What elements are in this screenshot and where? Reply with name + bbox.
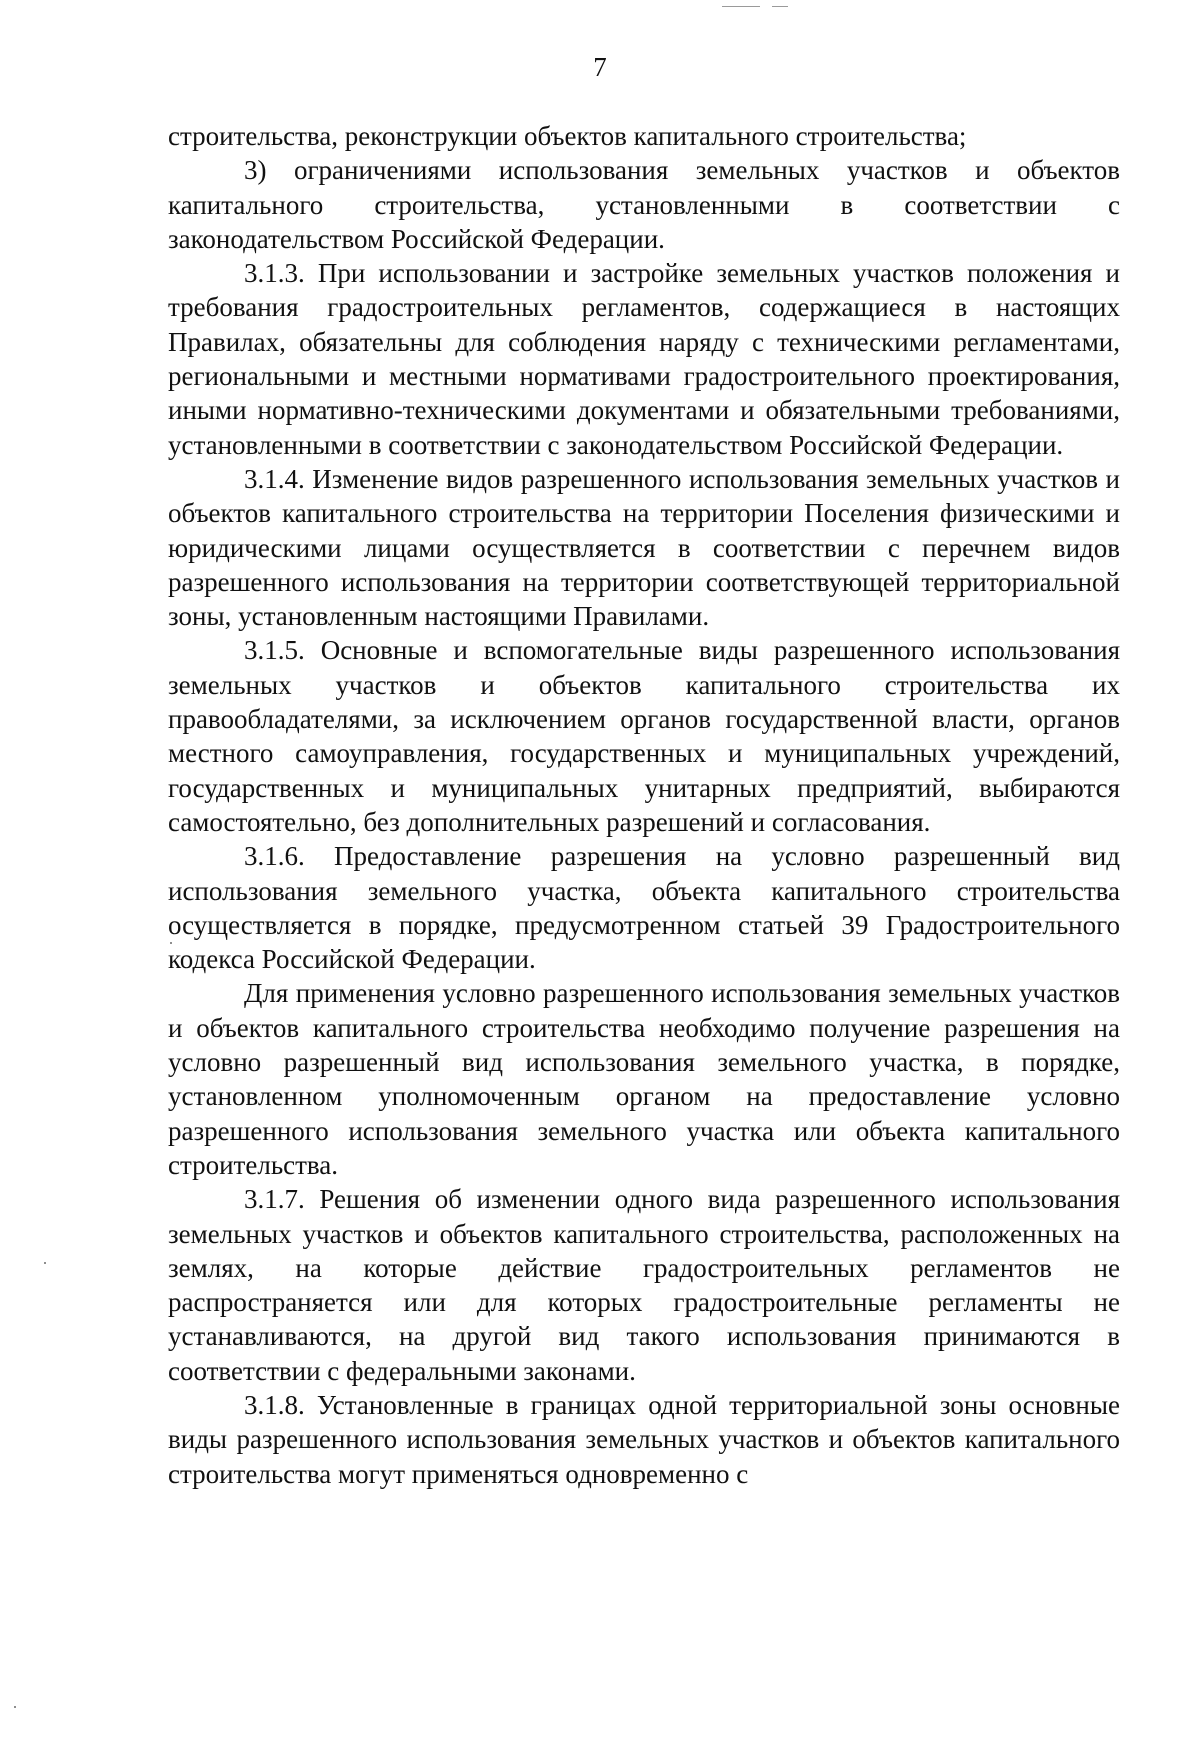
paragraph-3-1-3: 3.1.3. При использовании и застройке земельных участков положения и требования градостроительных регламентов, содержащиеся в настоящих Правилах, обязательны для соблюдения наряду с техническими регламентами, региональными и местными нормативами градостроительного проектирования, иными нормативно-техническими документами и обязательными требованиями, установленными в соответствии с законодательством Российской Федерации. — [168, 258, 1120, 460]
scan-artifact-dot-margin — [44, 1262, 46, 1264]
paragraph-conditional-use: Для применения условно разрешенного использования земельных участков и объектов капитального строительства необходимо получение разрешения на условно разрешенный вид использования земельного участка, в порядке, установленном уполномоченным органом на предоставление условно разрешенного использования земельного участка или объекта капитального строительства. — [168, 978, 1120, 1180]
paragraph-3-1-4: 3.1.4. Изменение видов разрешенного использования земельных участков и объектов капитального строительства на территории Поселения физическими и юридическими лицами осуществляется в соответствии с перечнем видов разрешенного использования на территории соответствующей территориальной зоны, установленным настоящими Правилами. — [168, 463, 1120, 632]
paragraph-item-3: 3) ограничениями использования земельных участков и объектов капитального строительства, установленными в соответствии с законодательством Российской Федерации. — [168, 155, 1120, 254]
paragraph-3-1-5: 3.1.5. Основные и вспомогательные виды разрешенного использования земельных участков и объектов капитального строительства их правообладателями, за исключением органов государственной власти, органов местного самоуправления, государственных и муниципальных учреждений, государственных и муниципальных унитарных предприятий, выбираются самостоятельно, без дополнительных разрешений и согласования. — [168, 635, 1120, 837]
paragraph-continuation: строительства, реконструкции объектов капитального строительства; — [168, 121, 967, 151]
paragraph-3-1-7: 3.1.7. Решения об изменении одного вида разрешенного использования земельных участков и объектов капитального строительства, расположенных на землях, на которые действие градостроительных регламентов не распространяется или для которых градостроительные регламенты не устанавливаются, на другой вид такого использования принимаются в соответствии с федеральными законами. — [168, 1184, 1120, 1386]
scan-artifact-top-short — [772, 6, 788, 7]
scan-artifact-dot-bottom — [14, 1706, 16, 1708]
paragraph-3-1-6: 3.1.6. Предоставление разрешения на условно разрешенный вид использования земельного участка, объекта капитального строительства осуществляется в порядке, предусмотренном статьей 39 Градостроительного кодекса Российской Федерации. — [168, 841, 1120, 975]
scan-artifact-top — [722, 6, 760, 7]
paragraph-3-1-8: 3.1.8. Установленные в границах одной территориальной зоны основные виды разрешенного использования земельных участков и объектов капитального строительства могут применяться одновременно с — [168, 1389, 1120, 1489]
document-body — [168, 119, 1120, 1491]
page-number: 7 — [593, 52, 607, 82]
